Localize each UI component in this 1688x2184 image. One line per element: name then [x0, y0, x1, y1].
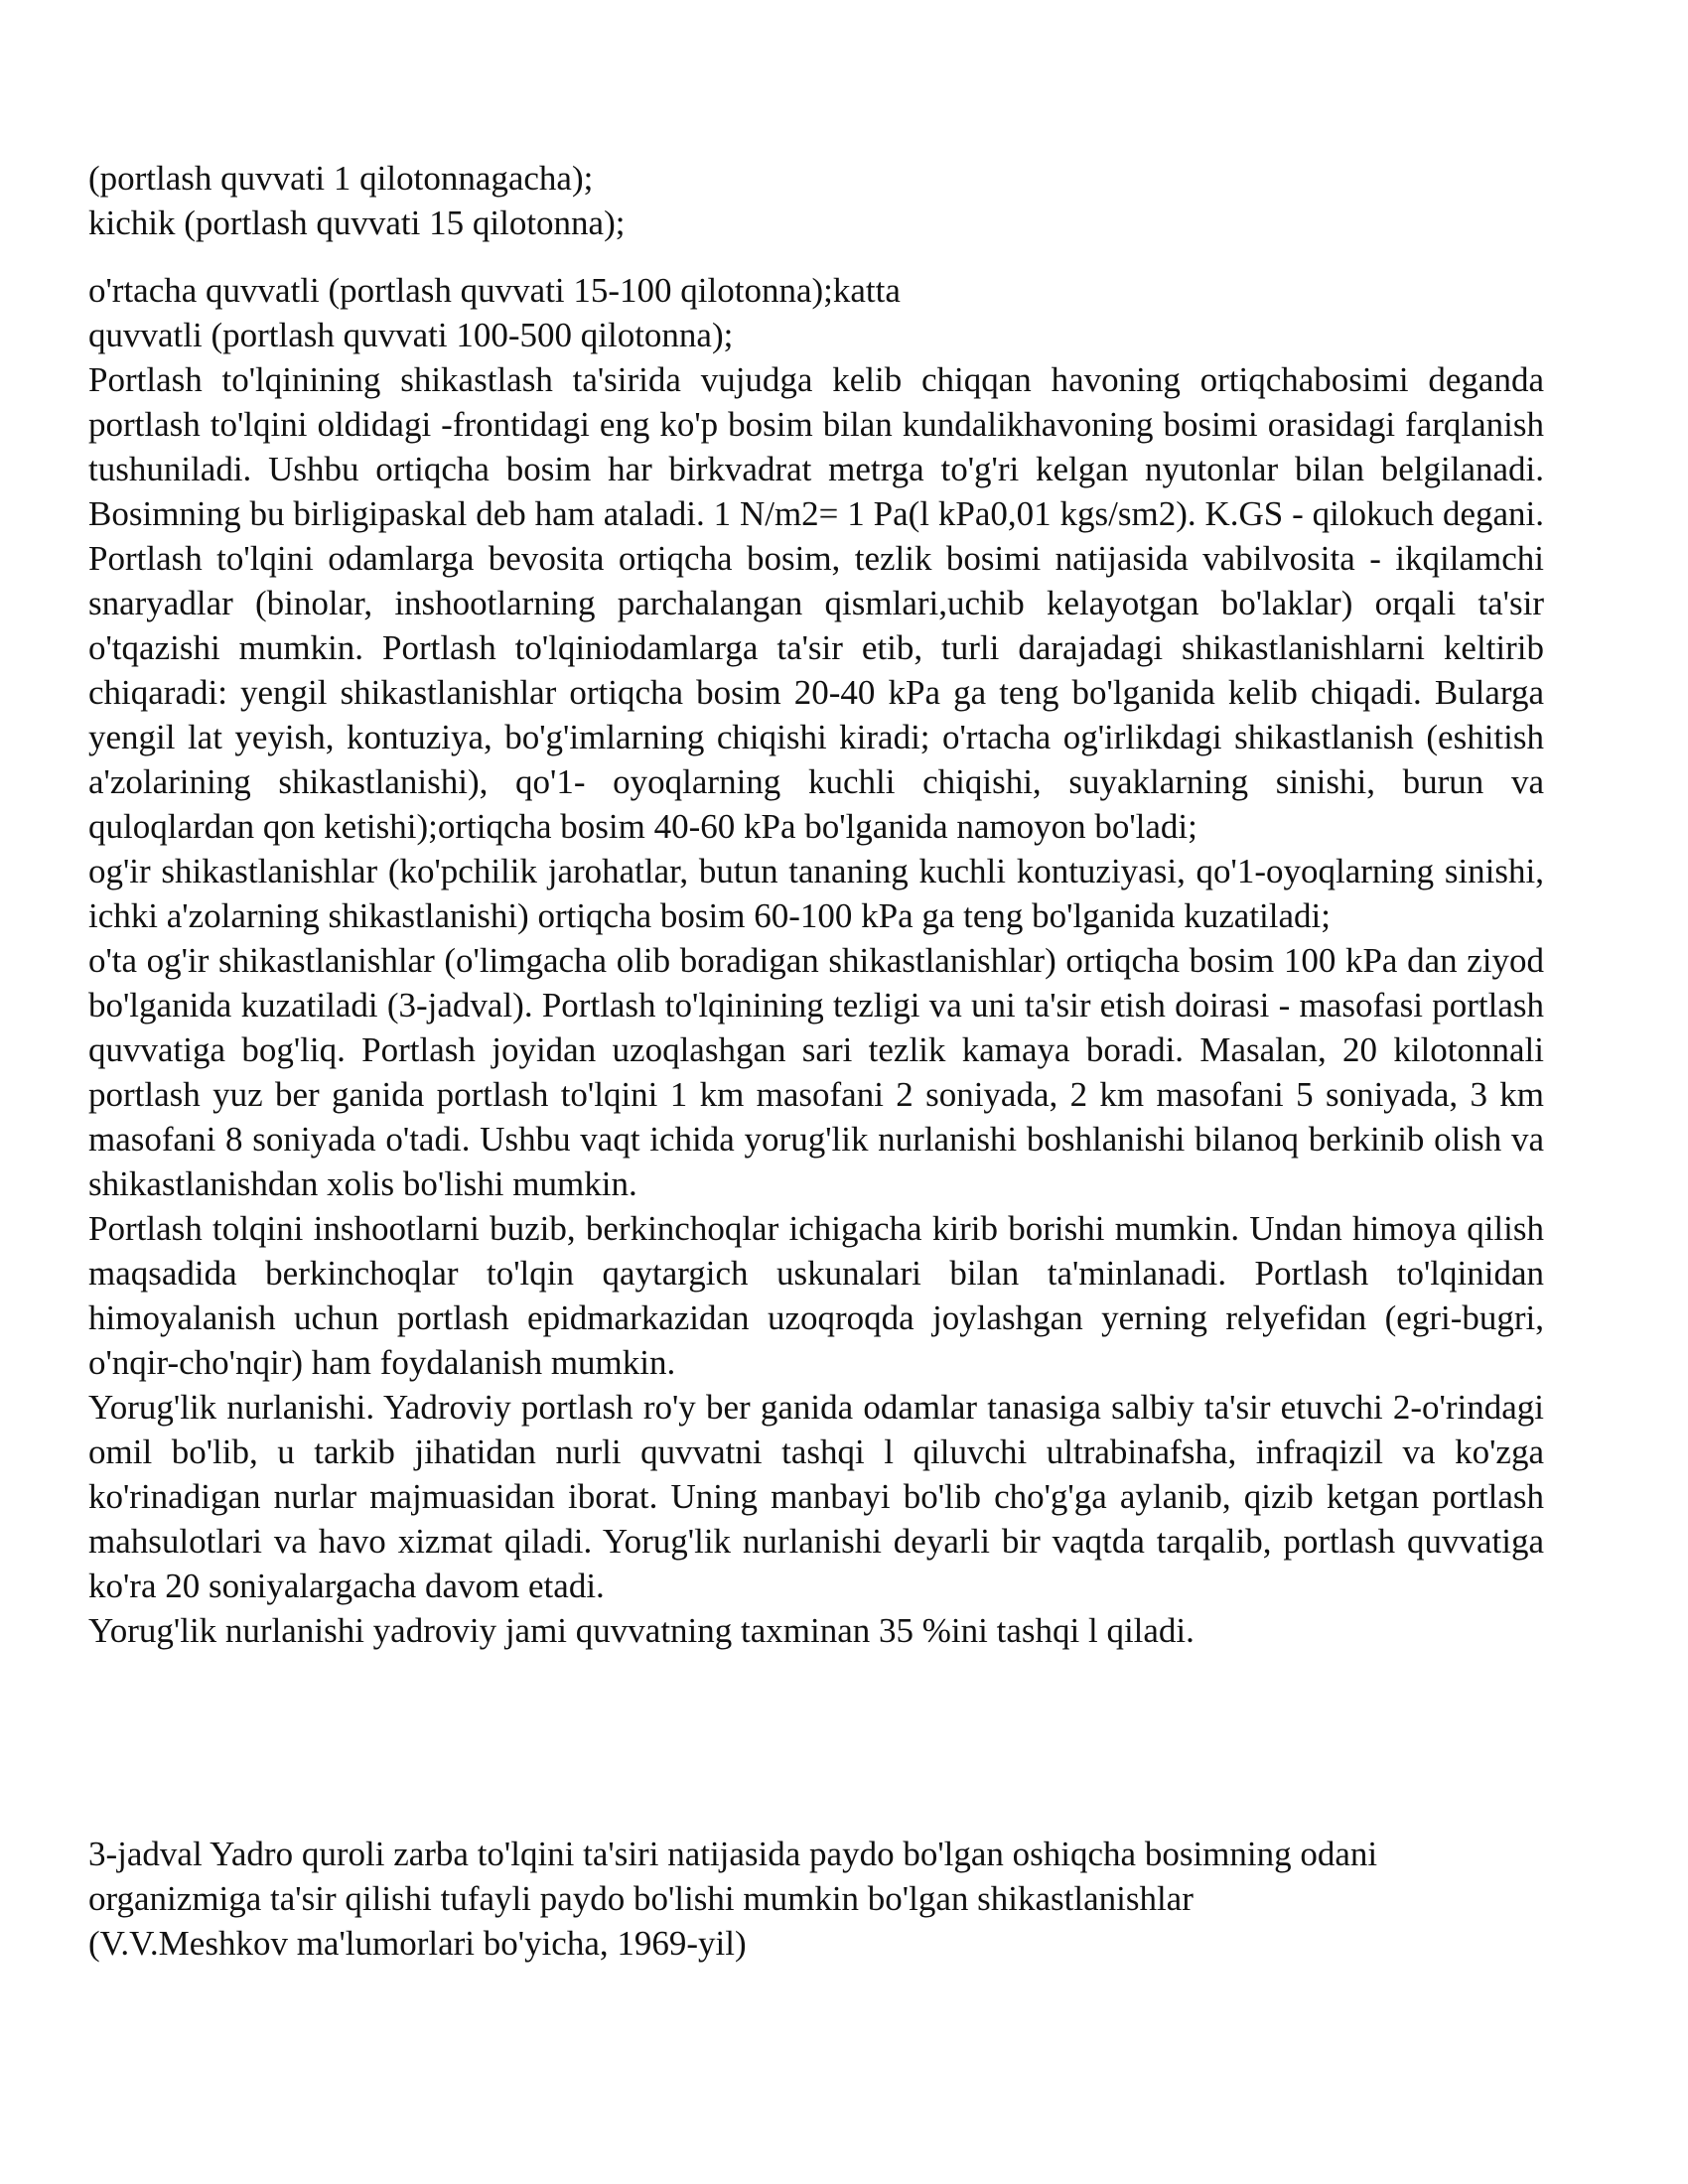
caption-line: 3-jadval Yadro quroli zarba to'lqini ta'siri natijasida paydo bo'lgan oshiqcha bosimning odani: [88, 1835, 1378, 1873]
paragraph: o'ta og'ir shikastlanishlar (o'limgacha olib boradigan shikastlanishlar) ortiqcha bosim 100 kPa dan ziyod bo'lganida kuzatiladi (3-jadval). Portlash to'lqinining tezligi va uni ta'sir etish doirasi - masofasi portlash quvvatiga bog'liq. Portlash joyidan uzoqlashgan sari tezlik kamaya boradi. Masalan, 20 kilotonnali portlash yuz ber ganida portlash to'lqini 1 km masofani 2 soniyada, 2 km masofani 5 soniyada, 3 km masofani 8 soniyada o'tadi. Ushbu vaqt ichida yorug'lik nurlanishi boshlanishi bilanoq berkinib olish va shikastlanishdan xolis bo'lishi mumkin.: [88, 941, 1544, 1203]
paragraph: Portlash tolqini inshootlarni buzib, berkinchoqlar ichigacha kirib borishi mumkin. Undan himoya qilish maqsadida berkinchoqlar to'lqin qaytargich uskunalari bilan ta'minlanadi. Portlash to'lqinidan himoyalanish uchun portlash epidmarkazidan uzoqroqda joylashgan yerning relyefidan (egri-bugri, o'nqir-cho'nqir) ham foydalanish mumkin.: [88, 1209, 1544, 1382]
paragraph: quvvatli (portlash quvvati 100-500 qilotonna);: [88, 316, 734, 354]
table-caption: [88, 1832, 1544, 1966]
text-line: (portlash quvvati 1 qilotonnagacha);: [88, 159, 594, 198]
paragraph: Yorug'lik nurlanishi yadroviy jami quvvatning taxminan 35 %ini tashqi l qiladi.: [88, 1611, 1195, 1650]
paragraph: og'ir shikastlanishlar (ko'pchilik jarohatlar, butun tananing kuchli kontuziyasi, qo'1-oyoqlarning sinishi, ichki a'zolarning shikastlanishi) ortiqcha bosim 60-100 kPa ga teng bo'lganida kuzatiladi;: [88, 852, 1544, 935]
top-lines: [88, 156, 1544, 245]
paragraph: o'rtacha quvvatli (portlash quvvati 15-100 qilotonna);katta: [88, 271, 901, 310]
paragraph: Yorug'lik nurlanishi. Yadroviy portlash ro'y ber ganida odamlar tanasiga salbiy ta'sir etuvchi 2-o'rindagi omil bo'lib, u tarkib jihatidan nurli quvvatni tashqi l qiluvchi ultrabinafsha, infraqizil va ko'zga ko'rinadigan nurlar majmuasidan iborat. Uning manbayi bo'lib cho'g'ga aylanib, qizib ketgan portlash mahsulotlari va havo xizmat qiladi. Yorug'lik nurlanishi deyarli bir vaqtda tarqalib, portlash quvvatiga ko'ra 20 soniyalargacha davom etadi.: [88, 1388, 1544, 1605]
caption-source: (V.V.Meshkov ma'lumorlari bo'yicha, 1969-yil): [88, 1924, 747, 1963]
text-line: kichik (portlash quvvati 15 qilotonna);: [88, 204, 626, 242]
caption-line: organizmiga ta'sir qilishi tufayli paydo bo'lishi mumkin bo'lgan shikastlanishlar: [88, 1879, 1194, 1918]
paragraph: Portlash to'lqinining shikastlash ta'sirida vujudga kelib chiqqan havoning ortiqchabosimi deganda portlash to'lqini oldidagi -frontidagi eng ko'p bosim bilan kundalikhavoning bosimi orasidagi farqlanish tushuniladi. Ushbu ortiqcha bosim har birkvadrat metrga to'g'ri kelgan nyutonlar bilan belgilanadi. Bosimning bu birligipaskal deb ham ataladi. 1 N/m2= 1 Pa(l kPa0,01 kgs/sm2). K.GS - qilokuch degani. Portlash to'lqini odamlarga bevosita ortiqcha bosim, tezlik bosimi natijasida vabilvosita - ikqilamchi snaryadlar (binolar, inshootlarning parchalangan qismlari,uchib kelayotgan bo'laklar) orqali ta'sir o'tqazishi mumkin. Portlash to'lqiniodamlarga ta'sir etib, turli darajadagi shikastlanishlarni keltirib chiqaradi: yengil shikastlanishlar ortiqcha bosim 20-40 kPa ga teng bo'lganida kelib chiqadi. Bularga yengil lat yeyish, kontuziya, bo'g'imlarning chiqishi kiradi; o'rtacha og'irlikdagi shikastlanish (eshitish a'zolarining shikastlanishi), qo'1- oyoqlarning kuchli chiqishi, suyaklarning sinishi, burun va quloqlardan qon ketishi);ortiqcha bosim 40-60 kPa bo'lganida namoyon bo'ladi;: [88, 360, 1544, 846]
body-text: [88, 268, 1544, 1653]
